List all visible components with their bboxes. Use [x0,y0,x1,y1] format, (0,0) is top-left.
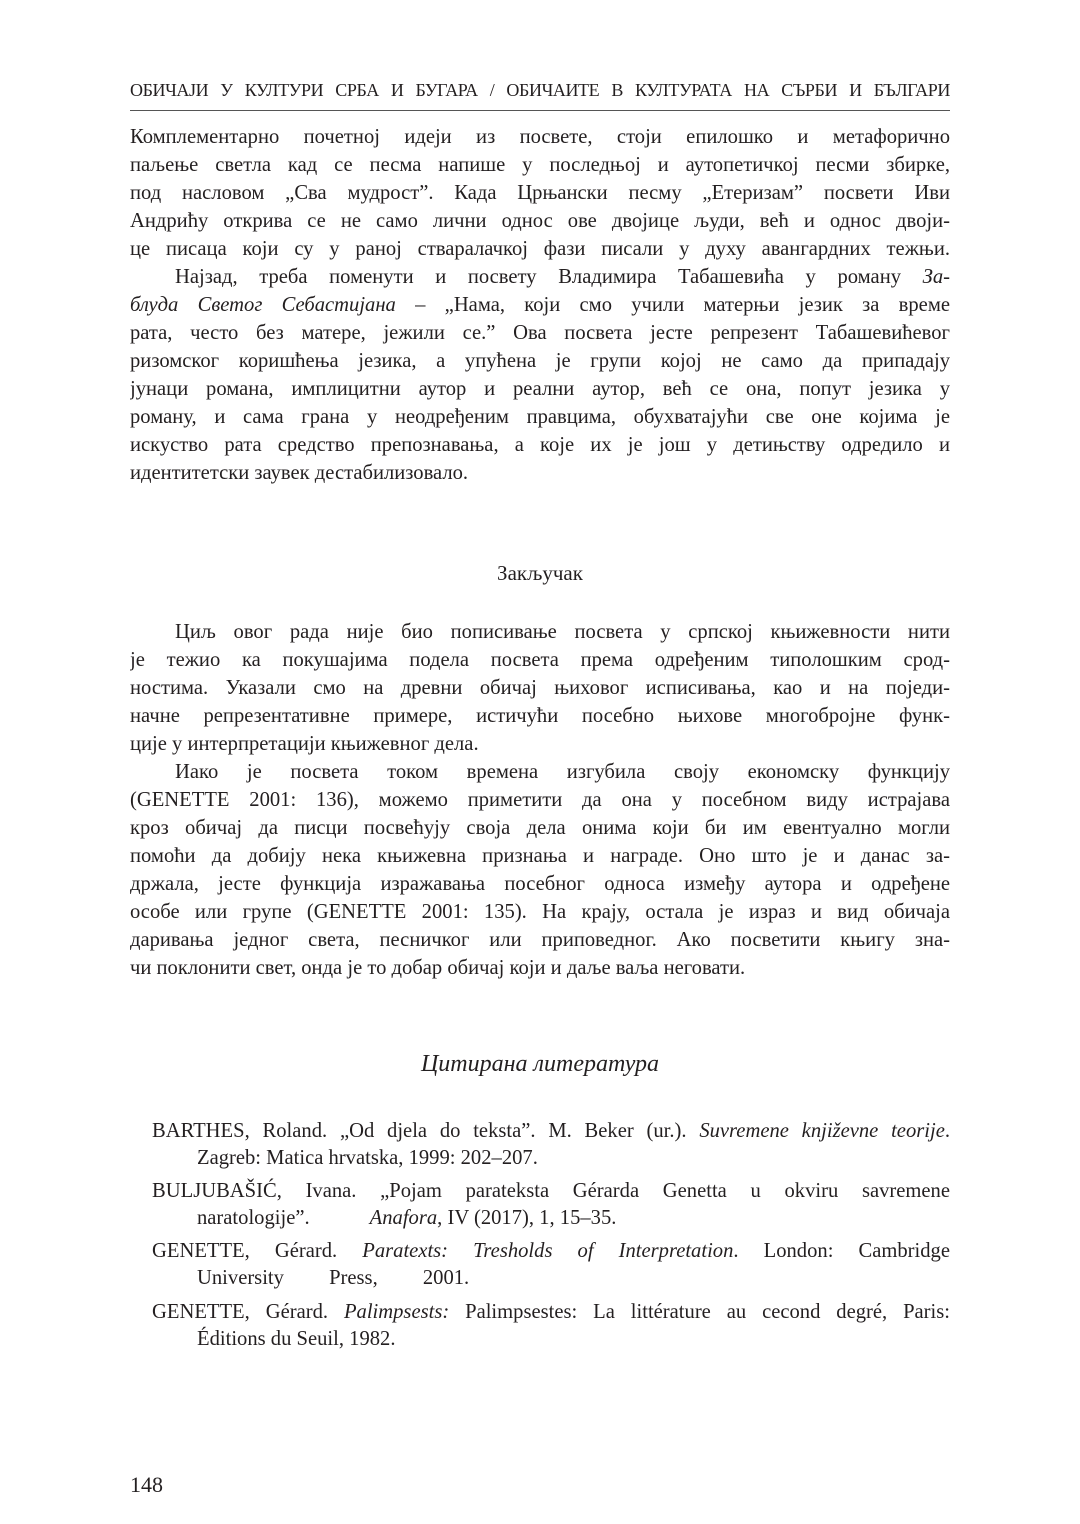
text-segment: . London: Cambridge [733,1240,950,1262]
title-italic: Suvremene književne teorije [699,1120,945,1142]
text-line: рата, често без матере, јежили се.” Ова посвета јесте репрезент Табашевићевог [130,322,950,344]
text-segment: , IV (2017), 1, 15–35. [437,1207,617,1229]
text-line [130,263,950,291]
conclusion-heading: Закључак [497,561,583,585]
text-line: роману, и сама грана у неодређеним правцима, обухватајући све оне којима је [130,406,950,428]
text-line: паљење светла кад се песма напише у последњој и аутопетичкој песми збирке, [130,154,950,176]
text-segment: Palimpsestes: La littérature au cecond degré, Paris: [449,1301,950,1323]
text-line [152,1299,950,1326]
text-line: чи поклонити свет, онда је то добар обичај који и даље ваља неговати. [130,957,746,979]
reference-item [152,1118,950,1172]
text-line: ностима. Указали смо на древни обичај њиховог исписивања, као и на поједи- [130,677,950,699]
text-line: ције у интерпретацији књижевног дела. [130,733,479,755]
text-line: особе или групе (GENETTE 2001: 135). На крају, остала је израз и вид обичаја [130,901,950,923]
text-line: је тежио ка покушајима подела посвета према одређеним типолошким срод- [130,649,950,671]
text-line: искуство рата средство препознавања, а које их је још у детињству одредило и [130,434,950,456]
text-segment: Најзад, треба поменути и посвету Владимира Табашевића у роману [175,266,923,288]
text-line: кроз обичај да писци посвећују своја дела онима који би им евентуално могли [130,817,950,839]
reference-item [152,1178,950,1232]
title-italic: Palimpsests: [343,1301,450,1323]
journal-italic: Anafora [369,1207,438,1229]
text-line: Zagreb: Matica hrvatska, 1999: 202–207. [197,1147,538,1169]
text-line [152,1118,950,1145]
text-line: це писаца који су у раној стваралачкој фази писали у духу авангардних тежњи. [130,238,950,260]
header-divider [130,110,950,111]
text-line: начне репрезентативне примере, истичући посебно њихове многобројне функ- [130,705,950,727]
text-segment: – „Нама, који смо учили матерњи језик за време [395,294,950,316]
text-segment: naratologije”. [197,1207,310,1229]
novel-title-italic: За- [922,266,950,288]
reference-item [152,1238,950,1292]
text-line: држала, јесте функција изражавања посебног односа између аутора и одређене [130,873,950,895]
text-line [152,1205,950,1232]
text-segment: GENETTE, Gérard. [152,1240,363,1262]
text-segment: GENETTE, Gérard. [152,1301,344,1323]
novel-title-italic: блуда Светог Себастијана [130,294,396,316]
text-line [130,291,950,319]
text-line: Иако је посвета током времена изгубила своју економску функцију [175,761,950,783]
text-line: University Press, 2001. [197,1267,470,1289]
text-line: даривања једног света, песничког или приповедног. Ако посветити књигу зна- [130,929,950,951]
paragraph-4 [130,758,950,982]
paragraph-1 [130,123,950,263]
text-line: помоћи да добију нека књижевна признања и награде. Оно што је и данас за- [130,845,950,867]
text-line: идентитетски заувек дестабилизовало. [130,462,469,484]
paragraph-2 [130,263,950,487]
text-line: Éditions du Seuil, 1982. [197,1328,396,1350]
text-line: BULJUBAŠIĆ, Ivana. „Pojam parateksta Gérarda Genetta u okviru savremene [152,1180,950,1202]
text-segment: . [944,1120,950,1142]
running-header: ОБИЧАЈИ У КУЛТУРИ СРБА И БУГАРА / ОБИЧАИТЕ В КУЛТУРАТА НА СЪРБИ И БЪЛГАРИ [130,80,950,100]
text-line: ризомског коришћења језика, а упућена је групи којој не само да припадају [130,350,950,372]
text-line: Циљ овог рада није био пописивање посвета у српској књижевности нити [175,621,950,643]
title-italic: Paratexts: Tresholds of Interpretation [362,1240,734,1262]
text-line: јунаци романа, имплицитни аутор и реални аутор, већ се она, попут језика у [130,378,950,400]
page-number: 148 [130,1472,163,1497]
text-segment: BARTHES, Roland. „Od djela do teksta”. M. Beker (ur.). [152,1120,700,1142]
text-line [152,1238,950,1265]
text-line: под насловом „Сва мудрост”. Када Црњански песму „Етеризам” посвети Иви [130,182,950,204]
reference-item [152,1299,950,1353]
paragraph-3 [130,618,950,758]
references-heading: Цитирана литература [420,1051,660,1077]
text-line: Андрићу открива се не само лични однос ове двојице људи, већ и однос двоји- [130,210,950,232]
text-line: Комплементарно почетној идеји из посвете, стоји епилошко и метафорично [130,126,950,148]
text-line: (GENETTE 2001: 136), можемо приметити да она у посебном виду истрајава [130,789,950,811]
